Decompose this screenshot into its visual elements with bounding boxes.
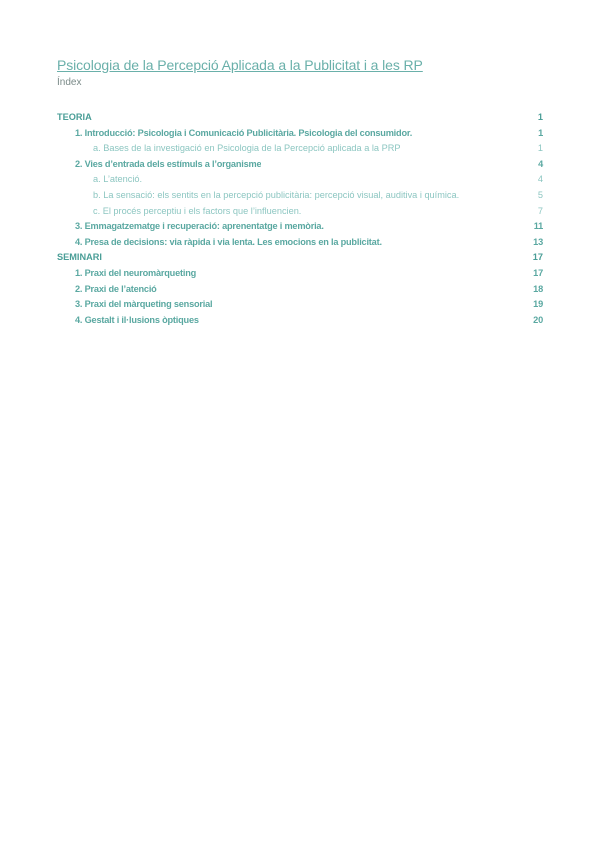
toc-entry-text: SEMINARI xyxy=(57,252,102,263)
toc-entry-gestalt[interactable] xyxy=(57,313,543,329)
toc-entry-text: 2. Praxi de l’atenció xyxy=(75,283,157,294)
toc-entry-page: 1 xyxy=(538,127,543,138)
toc-entry-praxi-neuromarqueting[interactable] xyxy=(57,266,543,282)
table-of-contents xyxy=(57,110,543,328)
toc-entry-text: TEORIA xyxy=(57,112,92,122)
toc-entry-vies-entrada[interactable] xyxy=(57,157,543,173)
toc-entry-seminari[interactable] xyxy=(57,250,543,266)
toc-entry-presa-decisions[interactable] xyxy=(57,235,543,251)
toc-entry-text: a. Bases de la investigació en Psicologia de la Percepció aplicada a la PRP xyxy=(93,143,401,154)
toc-entry-teoria[interactable] xyxy=(57,110,543,126)
toc-entry-page: 20 xyxy=(533,314,543,325)
toc-entry-text: 4. Presa de decisions: via ràpida i via lenta. Les emocions en la publicitat. xyxy=(75,236,382,247)
toc-entry-page: 17 xyxy=(533,267,543,278)
toc-entry-page: 4 xyxy=(537,174,543,185)
toc-entry-page: 11 xyxy=(533,221,543,232)
toc-entry-praxi-marqueting-sensorial[interactable] xyxy=(57,297,543,313)
toc-entry-page: 18 xyxy=(533,283,543,294)
document-title: Psicologia de la Percepció Aplicada a la Publicitat i a les RP xyxy=(57,57,423,73)
toc-entry-text: b. La sensació: els sentits en la percepció publicitària: percepció visual, auditiva i química. xyxy=(93,189,460,200)
toc-entry-text: 2. Vies d’entrada dels estímuls a l’organisme xyxy=(75,158,262,169)
toc-entry-text: a. L’atenció. xyxy=(93,174,143,185)
toc-entry-emmagatzematge[interactable] xyxy=(57,219,543,235)
toc-entry-page: 1 xyxy=(537,112,543,122)
toc-entry-page: 7 xyxy=(537,205,543,216)
toc-entry-text: 3. Emmagatzematge i recuperació: aprenentatge i memòria. xyxy=(75,221,324,232)
toc-entry-bases-investigacio[interactable] xyxy=(57,141,543,157)
toc-entry-proces-perceptiu[interactable] xyxy=(57,204,543,220)
toc-entry-page: 4 xyxy=(538,158,543,169)
toc-entry-page: 1 xyxy=(537,143,543,154)
toc-entry-page: 19 xyxy=(533,299,543,310)
index-heading: Índex xyxy=(57,77,82,88)
toc-entry-praxi-atencio[interactable] xyxy=(57,282,543,298)
toc-entry-page: 17 xyxy=(532,252,543,263)
toc-entry-text: 1. Praxi del neuromàrqueting xyxy=(75,267,197,278)
toc-entry-atencio[interactable] xyxy=(57,172,543,188)
toc-entry-text: 3. Praxi del màrqueting sensorial xyxy=(75,299,213,310)
toc-entry-text: 1. Introducció: Psicologia i Comunicació Publicitària. Psicologia del consumidor. xyxy=(75,127,413,138)
toc-entry-page: 13 xyxy=(533,236,543,247)
toc-entry-text: 4. Gestalt i il·lusions òptiques xyxy=(75,314,199,325)
toc-entry-sensacio[interactable] xyxy=(57,188,543,204)
toc-entry-page: 5 xyxy=(537,189,543,200)
toc-entry-text: c. El procés perceptiu i els factors que l’influencien. xyxy=(93,205,302,216)
toc-entry-introduccio[interactable] xyxy=(57,126,543,142)
